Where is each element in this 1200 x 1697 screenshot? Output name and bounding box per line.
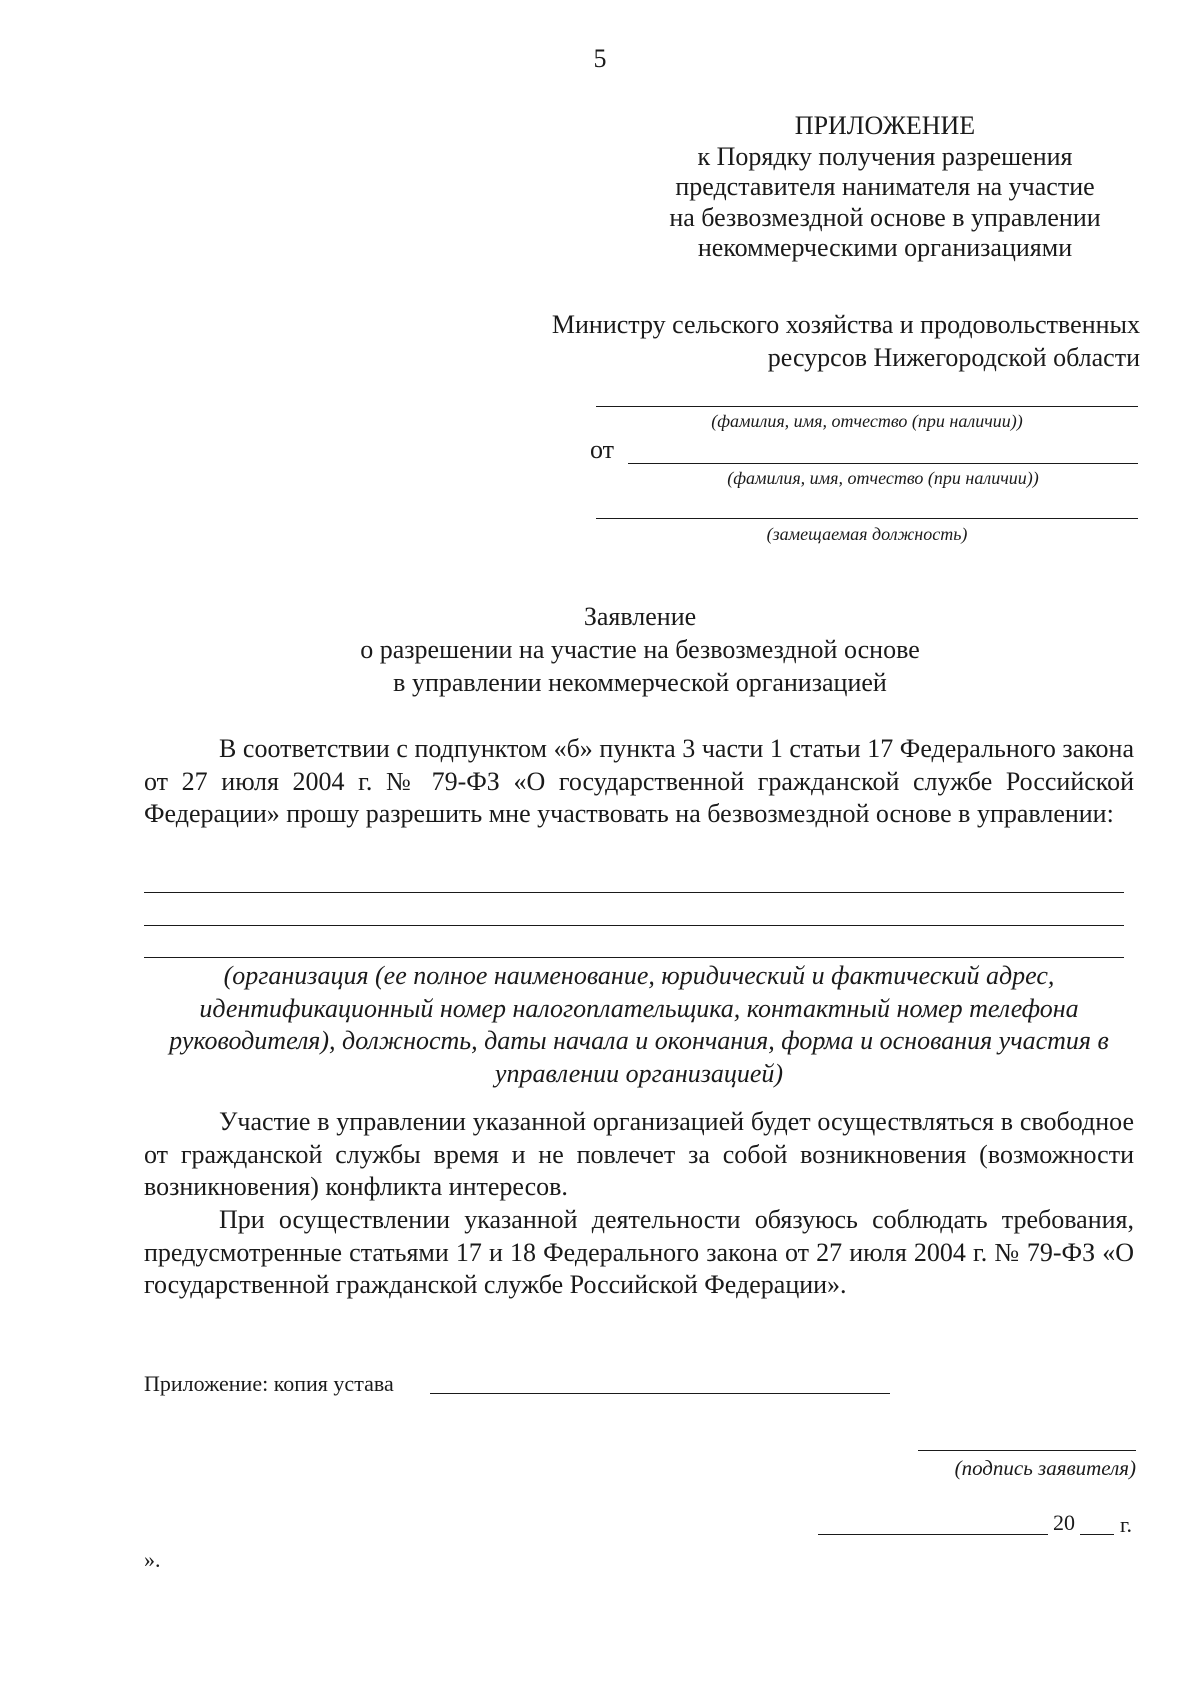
- attachment-label: Приложение: копия устава: [144, 1371, 394, 1396]
- appendix-line: представителя нанимателя на участие: [675, 172, 1095, 201]
- recipient-line: ресурсов Нижегородской области: [767, 343, 1140, 372]
- title-line: Заявление: [583, 602, 697, 631]
- date-year-suffix: г.: [1120, 1512, 1133, 1537]
- applicant-name-field[interactable]: [628, 463, 1138, 464]
- organization-field-line-1[interactable]: [144, 892, 1124, 893]
- appendix-line: на безвозмездной основе в управлении: [669, 202, 1101, 232]
- date-field[interactable]: [818, 1534, 1048, 1535]
- appendix-line: некоммерческими организациями: [697, 233, 1073, 262]
- position-caption: (замещаемая должность): [766, 524, 968, 544]
- title-line: в управлении некоммерческой организацией: [393, 668, 887, 697]
- appendix-line: к Порядку получения разрешения: [697, 141, 1073, 171]
- organization-caption: (организация (ее полное наименование, юридический и фактический адрес, идентификационный номер налогоплательщика, контактный номер телефона руководителя), должность, даты начала и окончания, форма и основания участия в управлении организацией): [169, 961, 1109, 1088]
- recipient-name-caption: (фамилия, имя, отчество (при наличии)): [711, 411, 1023, 431]
- from-label: от: [590, 435, 615, 464]
- organization-field-line-2[interactable]: [144, 925, 1124, 926]
- signature-caption: (подпись заявителя): [954, 1456, 1136, 1480]
- document-title: [0, 600, 1200, 699]
- appendix-title: ПРИЛОЖЕНИЕ: [794, 111, 976, 140]
- paragraph-request: В соответствии с подпунктом «б» пункта 3 части 1 статьи 17 Федерального закона от 27 июля 2004 г. № 79-ФЗ «О государственной гражданской службе Российской Федерации» прошу разрешить мне участвовать на безвозмездной основе в управлении:: [144, 734, 1134, 828]
- recipient-block: [430, 308, 1140, 374]
- date-year-field[interactable]: [1080, 1534, 1114, 1535]
- title-line: о разрешении на участие на безвозмездной основе: [360, 635, 920, 664]
- paragraph-participation: Участие в управлении указанной организацией будет осуществляться в свободное от гражданской службы время и не повлечет за собой возникновения (возможности возникновения) конфликта интересов.: [144, 1107, 1134, 1201]
- applicant-name-caption: (фамилия, имя, отчество (при наличии)): [727, 468, 1039, 488]
- recipient-name-field[interactable]: [596, 406, 1138, 407]
- appendix-block: [560, 111, 1200, 264]
- recipient-line: Министру сельского хозяйства и продовольственных: [551, 310, 1140, 339]
- page-number: 5: [593, 44, 607, 73]
- position-field[interactable]: [596, 518, 1138, 519]
- date-year-prefix: 20: [1053, 1510, 1075, 1535]
- closing-quote: ».: [144, 1547, 161, 1572]
- paragraph-obligation: При осуществлении указанной деятельности обязуюсь соблюдать требования, предусмотренные статьями 17 и 18 Федерального закона от 27 июля 2004 г. № 79-ФЗ «О государственной гражданской службе Российской Федерации».: [144, 1205, 1134, 1299]
- organization-field-line-3[interactable]: [144, 957, 1124, 958]
- attachment-field[interactable]: [430, 1393, 890, 1394]
- signature-field[interactable]: [918, 1450, 1136, 1451]
